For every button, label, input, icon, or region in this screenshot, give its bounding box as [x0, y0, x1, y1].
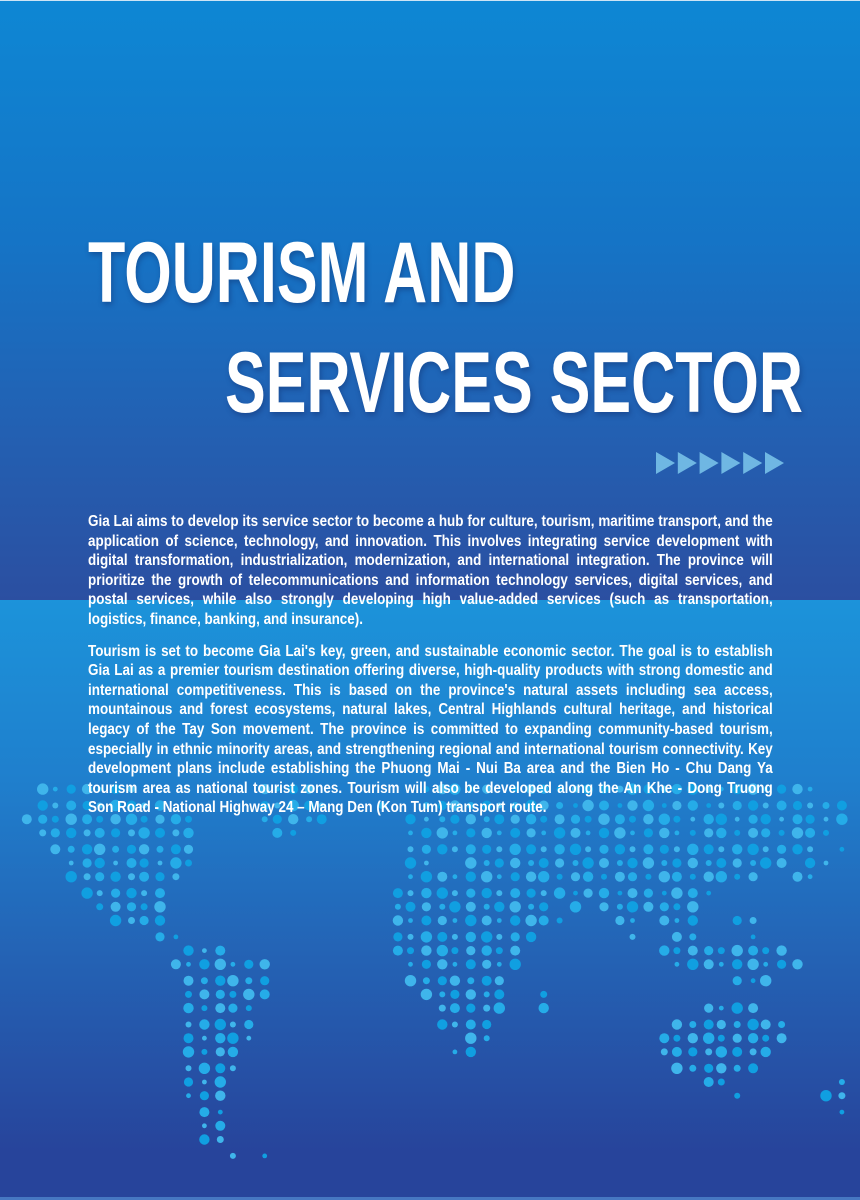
forward-arrows-icon [656, 452, 788, 474]
body-text [88, 512, 773, 830]
page-title-line2: SERVICES SECTOR [225, 335, 804, 431]
page-title [88, 218, 803, 438]
page-title-line1: TOURISM AND [88, 225, 516, 321]
tourism-paragraph: Tourism is set to become Gia Lai's key, green, and sustainable economic sector. The goal is to establish Gia Lai as a premier tourism destination offering diverse, high-quality products with strong domestic and international competitiveness. This is based on the province's natural assets including sea access, mountainous and forest ecosystems, natural lakes, Central Highlands cultural heritage, and historical legacy of the Tay Son movement. The province is committed to expanding community-based tourism, especially in ethnic minority areas, and strengthening regional and international tourism connectivity. Key development plans include establishing the Phuong Mai - Nui Ba area and the Bien Ho - Chu Dang Ya tourism area as national tourist zones. Tourism will also be developed along the An Khe - Dong Truong Son Road - National Highway 24 – Mang Den (Kon Tum) transport route. [88, 642, 773, 817]
intro-paragraph: Gia Lai aims to develop its service sector to become a hub for culture, tourism, maritime transport, and the application of science, technology, and innovation. This involves integrating service development with digital transformation, industrialization, modernization, and international integration. The province will prioritize the growth of telecommunications and information technology services, digital services, and postal services, while also strongly developing high value-added services (such as transportation, logistics, finance, banking, and insurance). [88, 513, 773, 628]
